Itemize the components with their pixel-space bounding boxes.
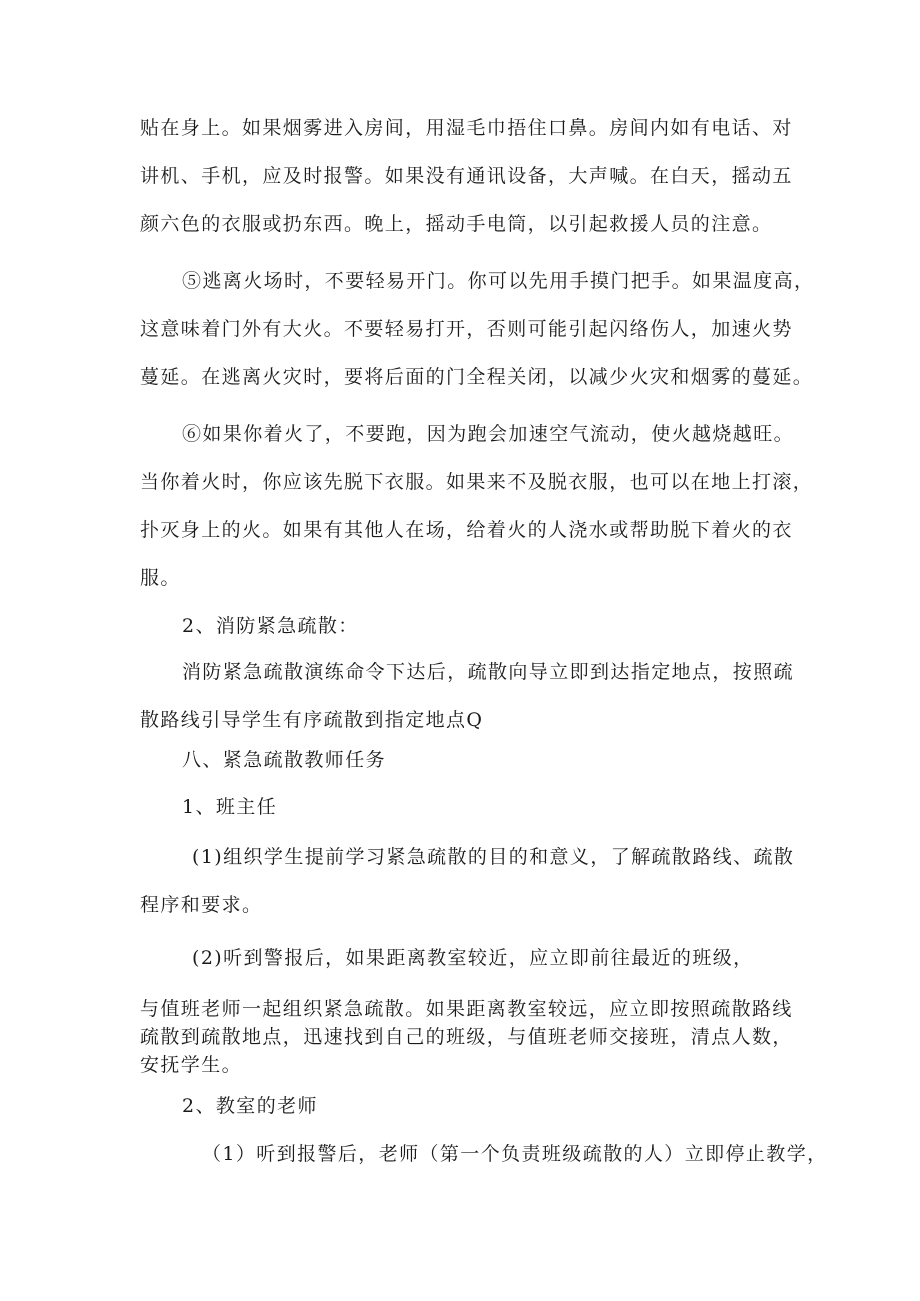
text-line: 散路线引导学生有序疏散到指定地点Q [140, 709, 484, 731]
text-line: 这意味着门外有大火。不要轻易打开，否则可能引起闪络伤人，加速火势 [140, 318, 793, 340]
text-line: 安抚学生。 [140, 1054, 243, 1076]
paragraph-item-6 [140, 410, 814, 602]
paragraph-item-5 [140, 257, 815, 401]
text-line: 2、教室的老师 [182, 1095, 318, 1117]
text-line: 讲机、手机，应及时报警。如果没有通讯设备，大声喊。在白天，摇动五 [140, 165, 793, 187]
paragraph-classroom-teacher-1 [140, 1130, 828, 1178]
text-line: 八、紧急疏散教师任务 [182, 749, 387, 771]
text-line: ⑤逃离火场时，不要轻易开门。你可以先用手摸门把手。如果温度高， [182, 270, 815, 292]
text-line: 当你着火时，你应该先脱下衣服。如果来不及脱衣服，也可以在地上打滚， [140, 471, 814, 493]
text-line: (2)听到警报后，如果距离教室较近，应立即前往最近的班级， [192, 947, 754, 969]
text-line: （1）听到报警后，老师（第一个负责班级疏散的人）立即停止教学， [202, 1143, 828, 1165]
text-line: 贴在身上。如果烟雾进入房间，用湿毛巾捂住口鼻。房间内如有电话、对 [140, 117, 793, 139]
section-heading-teacher-tasks [140, 736, 800, 784]
paragraph-head-teacher-1 [140, 833, 800, 929]
paragraph-evacuation-order [140, 648, 800, 744]
text-line: 程序和要求。 [140, 894, 263, 916]
text-line: 疏散到疏散地点，迅速找到自己的班级，与值班老师交接班，清点人数， [140, 1026, 793, 1048]
paragraph-head-teacher-2 [140, 934, 800, 982]
text-line: 消防紧急疏散演练命令下达后，疏散向导立即到达指定地点，按照疏 [182, 661, 795, 683]
text-line: 服。 [140, 567, 181, 589]
text-line: 与值班老师一起组织紧急疏散。如果距离教室较远，应立即按照疏散路线 [140, 998, 793, 1020]
section-heading-evacuation [140, 602, 800, 650]
text-line: 扑灭身上的火。如果有其他人在场，给着火的人浇水或帮助脱下着火的衣 [140, 519, 793, 541]
text-line: 颜六色的衣服或扔东西。晚上，摇动手电筒，以引起救援人员的注意。 [140, 213, 773, 235]
text-line: 2、消防紧急疏散： [182, 615, 359, 637]
text-line: 1、班主任 [182, 796, 278, 818]
subheading-head-teacher [140, 783, 800, 831]
text-line: (1)组织学生提前学习紧急疏散的目的和意义，了解疏散路线、疏散 [192, 846, 795, 868]
text-line: ⑥如果你着火了，不要跑，因为跑会加速空气流动，使火越烧越旺。 [182, 423, 795, 445]
text-line: 蔓延。在逃离火灾时，要将后面的门全程关闭，以减少火灾和烟雾的蔓延。 [140, 366, 814, 388]
paragraph-head-teacher-2-continued [140, 995, 800, 1079]
subheading-classroom-teacher [140, 1082, 800, 1130]
paragraph-self-rescue-signals [140, 104, 800, 248]
